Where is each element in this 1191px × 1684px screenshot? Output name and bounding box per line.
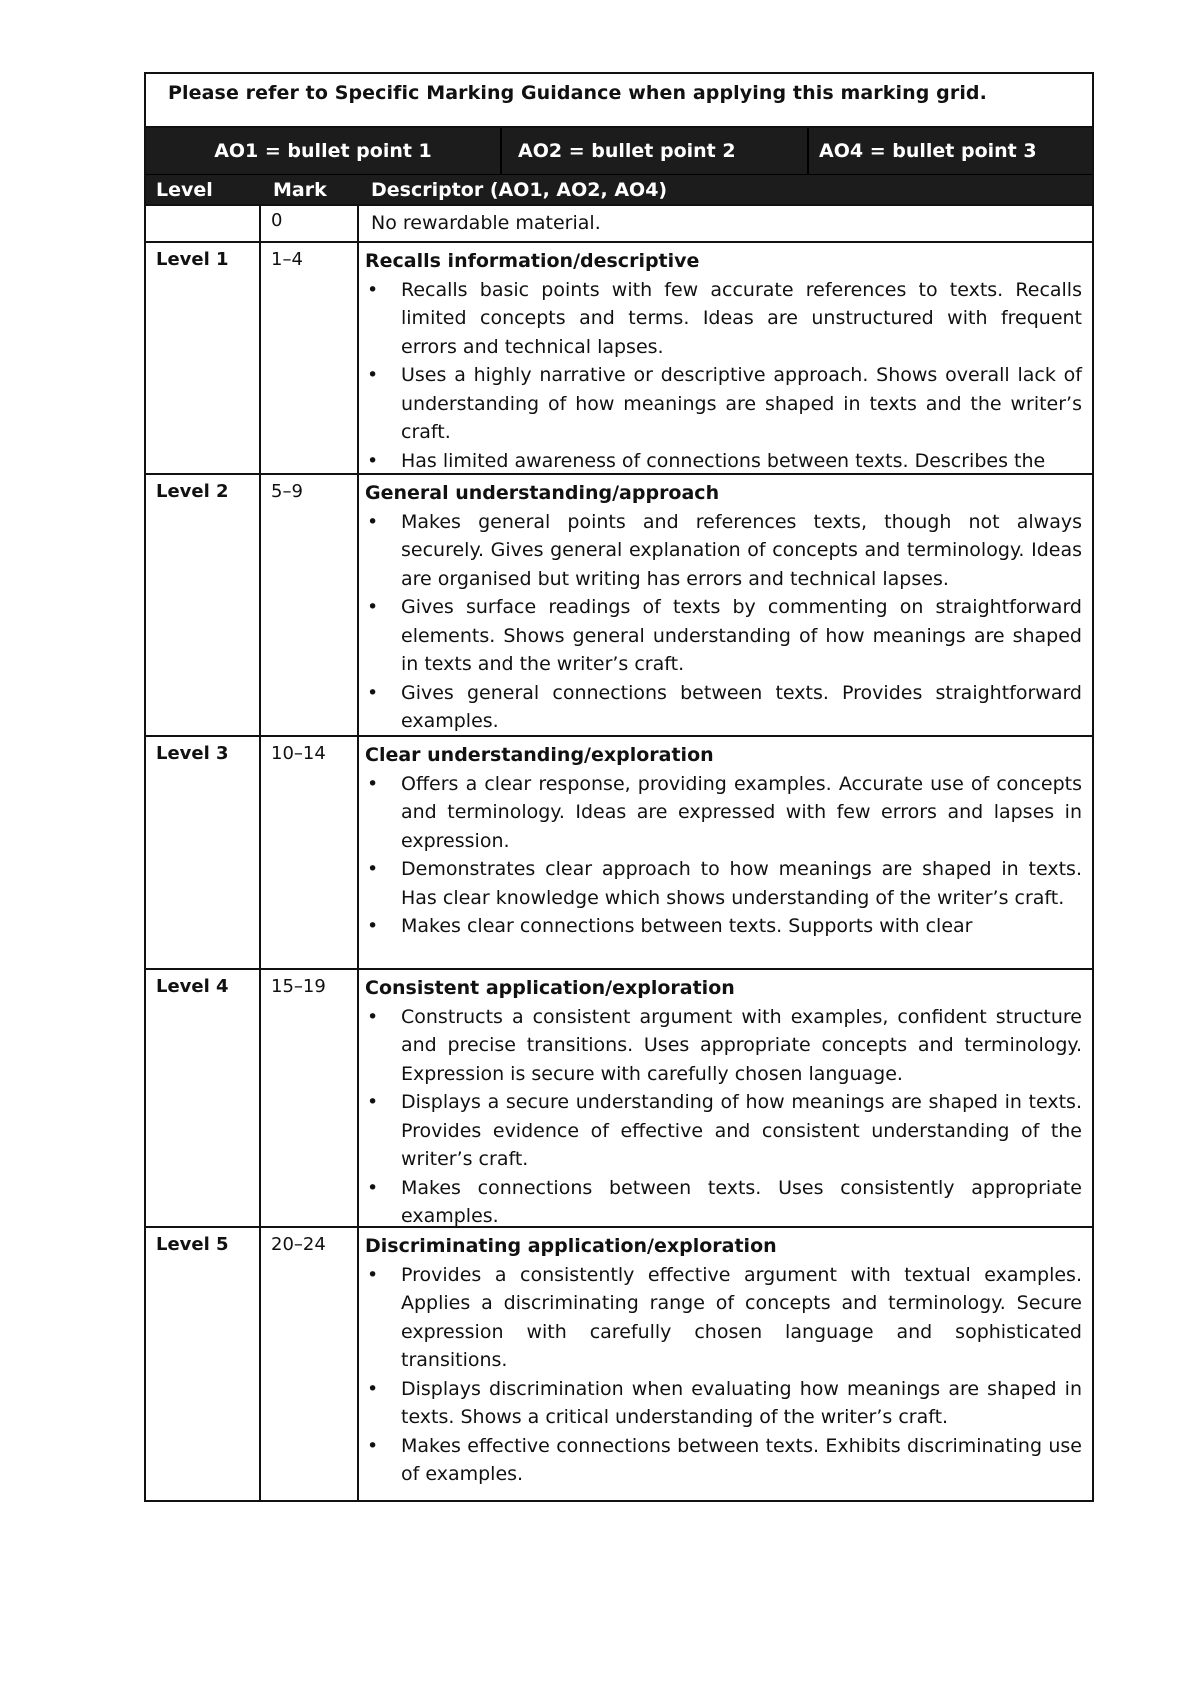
table-row-level-2: [146, 475, 1092, 737]
mark-cell: 1–4: [261, 243, 359, 473]
descriptor-bullet-ao4: • Has limited awareness of connections between texts. Describes the: [365, 447, 1082, 474]
table-row-level-3: [146, 737, 1092, 970]
level-cell: Level 5: [146, 1228, 261, 1500]
descriptor-bullet-ao1: • Constructs a consistent argument with examples, confident structure and precise transitions. Uses appropriate concepts and terminology. Expression is secure with carefully chosen language.: [365, 1003, 1082, 1089]
descriptor-bullets: [365, 770, 1082, 941]
descriptor-cell: [359, 737, 1092, 968]
descriptor-cell: [359, 243, 1092, 473]
instruction-banner: [146, 74, 1092, 128]
column-header-mark: Mark: [273, 178, 327, 201]
descriptor-bullet-ao4: • Makes effective connections between texts. Exhibits discriminating use of examples.: [365, 1432, 1082, 1489]
descriptor-bullet-ao2: • Gives surface readings of texts by commenting on straightforward elements. Shows general understanding of how meanings are shaped in texts and the writer’s craft.: [365, 593, 1082, 679]
mark-cell: 10–14: [261, 737, 359, 968]
descriptor-bullet-ao2: • Uses a highly narrative or descriptive approach. Shows overall lack of understanding of how meanings are shaped in texts and the writer’s craft.: [365, 361, 1082, 447]
bullet-icon: •: [367, 449, 379, 472]
column-header-level: Level: [156, 178, 213, 201]
descriptor-title: Discriminating application/exploration: [365, 1235, 777, 1257]
descriptor-title: General understanding/approach: [365, 482, 720, 504]
descriptor-bullets: [365, 276, 1082, 474]
mark-cell: 0: [261, 206, 359, 241]
column-header-descriptor: Descriptor (AO1, AO2, AO4): [371, 178, 668, 201]
descriptor-bullet-ao2: • Demonstrates clear approach to how meanings are shaped in texts. Has clear knowledge which shows understanding of the writer’s craft.: [365, 855, 1082, 912]
bullet-icon: •: [367, 1263, 379, 1286]
descriptor-title: Recalls information/descriptive: [365, 250, 700, 272]
level-cell: [146, 206, 261, 241]
descriptor-bullet-ao4: • Makes clear connections between texts. Supports with clear: [365, 912, 1082, 941]
descriptor-bullets: [365, 1261, 1082, 1489]
descriptor-bullet-ao4: • Gives general connections between texts. Provides straightforward examples.: [365, 679, 1082, 736]
table-row-level-5: [146, 1228, 1092, 1500]
mark-cell: 15–19: [261, 970, 359, 1226]
descriptor-cell: No rewardable material.: [371, 212, 601, 234]
descriptor-title: Consistent application/exploration: [365, 977, 735, 999]
bullet-icon: •: [367, 1377, 379, 1400]
bullet-icon: •: [367, 596, 379, 618]
table-row-level-4: [146, 970, 1092, 1228]
ao-mapping-row: [146, 128, 1092, 174]
ao2-mapping: AO2 = bullet point 2: [502, 128, 809, 174]
descriptor-bullets: [365, 508, 1082, 736]
bullet-icon: •: [367, 364, 379, 386]
ao4-mapping: AO4 = bullet point 3: [819, 140, 1037, 162]
descriptor-bullet-ao4: • Makes connections between texts. Uses consistently appropriate examples.: [365, 1174, 1082, 1227]
bullet-icon: •: [367, 681, 379, 704]
mark-cell: 20–24: [261, 1228, 359, 1500]
descriptor-cell: [359, 1228, 1092, 1500]
level-cell: Level 2: [146, 475, 261, 735]
table-row-zero: [146, 206, 1092, 243]
marking-grid-table: [144, 72, 1094, 1502]
descriptor-bullet-ao2: • Displays discrimination when evaluating how meanings are shaped in texts. Shows a critical understanding of the writer’s craft.: [365, 1375, 1082, 1432]
bullet-icon: •: [367, 1005, 379, 1028]
mark-cell: 5–9: [261, 475, 359, 735]
bullet-icon: •: [367, 278, 379, 301]
descriptor-title: Clear understanding/exploration: [365, 744, 714, 766]
descriptor-bullet-ao1: • Makes general points and references texts, though not always securely. Gives general explanation of concepts and terminology. Ideas are organised but writing has errors and technical lapses.: [365, 508, 1082, 594]
bullet-icon: •: [367, 1176, 379, 1199]
bullet-icon: •: [367, 1091, 379, 1113]
level-cell: Level 3: [146, 737, 261, 968]
bullet-icon: •: [367, 1434, 379, 1457]
descriptor-bullet-ao1: • Recalls basic points with few accurate references to texts. Recalls limited concepts and terms. Ideas are unstructured with frequent errors and technical lapses.: [365, 276, 1082, 362]
table-row-level-1: [146, 243, 1092, 475]
bullet-icon: •: [367, 772, 379, 795]
instruction-text: Please refer to Specific Marking Guidance when applying this marking grid.: [168, 82, 987, 104]
level-cell: Level 1: [146, 243, 261, 473]
level-cell: Level 4: [146, 970, 261, 1226]
bullet-icon: •: [367, 858, 379, 880]
descriptor-bullet-ao2: • Displays a secure understanding of how meanings are shaped in texts. Provides evidence of effective and consistent understanding of the writer’s craft.: [365, 1088, 1082, 1174]
bullet-icon: •: [367, 510, 379, 533]
descriptor-bullet-ao1: • Provides a consistently effective argument with textual examples. Applies a discriminating range of concepts and terminology. Secure expression with carefully chosen language and sophisticated transitions.: [365, 1261, 1082, 1375]
descriptor-cell: [359, 475, 1092, 735]
descriptor-bullets: [365, 1003, 1082, 1227]
column-header-row: [146, 174, 1092, 206]
descriptor-bullet-ao1: • Offers a clear response, providing examples. Accurate use of concepts and terminology. Ideas are expressed with few errors and lapses in expression.: [365, 770, 1082, 856]
descriptor-cell: [359, 970, 1092, 1226]
ao1-mapping: AO1 = bullet point 1: [146, 128, 502, 174]
bullet-icon: •: [367, 915, 379, 937]
